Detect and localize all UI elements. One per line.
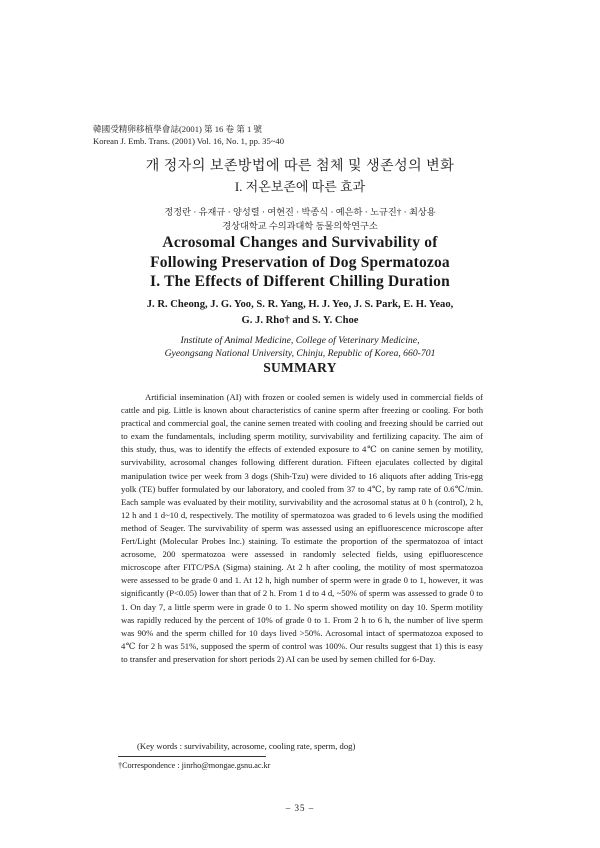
korean-title-block xyxy=(0,157,600,233)
summary-heading: SUMMARY xyxy=(263,360,337,375)
korean-subtitle: I. 저온보존에 따른 효과 xyxy=(234,179,366,194)
korean-affiliation: 경상대학교 수의과대학 동물의학연구소 xyxy=(222,221,378,231)
korean-authors: 정정란 · 유재규 · 양성렬 · 여현진 · 박종식 · 예은하 · 노규진† · 최상용 xyxy=(164,207,436,217)
english-affiliation-line-2: Gyeongsang National University, Chinju, Republic of Korea, 660-701 xyxy=(164,348,436,359)
summary-body: Artificial insemination (AI) with frozen or cooled semen is widely used in commercial fields of cattle and pig. Little is known about characteristics of canine sperm after freezing or cooling. For both practical and commercial goal, the canine semen treated with cooling and freezing should be carried out to exam the fundamentals, including sperm motility, survivability and fertilizing capacity. The aim of this study, thus, was to identify the effects of extended exposure to 4℃ on canine semen by motility, survivability, acrosomal changes following different duration. Fifteen ejaculates collected by digital manipulation twice per week from 3 dogs (Shih-Tzu) were divided to 16 aliquots after adding Tris-egg yolk (TE) buffer formulated by our laboratory, and cooled from 37 to 4℃, by ramp rate of 0.6℃/min. Each sample was evaluated by their motility, survivability and the acrosomal status at 0 h (control), 2 h, 12 h and 1 d~10 d, respectively. The motility of spermatozoa was graded to 6 levels using the modified method of Seager. The survivability of sperm was assessed using an epifluorescence microscope after Fert/Light (Molecular Probes Inc.) staining. To estimate the proportion of the spermatozoa of intact acrosome, 200 spermatozoa were assessed in randomly selected fields, using epifluorescence microscope after FITC/PSA (Sigma) staining. At 2 h after cooling, the motility of most spermatozoa were assessed to be grade 0 and 1. At 12 h, high number of sperm were in grade 0 to 1, however, it was significantly (P<0.05) lower than that of 2 h. From 1 d to 4 d, ~50% of sperm was assessed to grade 0 to 1. On day 7, a little sperm were in grade 0 to 1. No sperm showed motility on day 10. Sperm motility was rapidly reduced by the percent of 10% of grade 0 to 1. From 2 h to 6 h, the number of live sperm was 90% and the sperm chilled for 10 days lived >50%. Acrosomal intact of spermatozoa exposed to 4℃ for 2 h was 51%, supposed the sperm of control was 100%. Our results suggest that 1) this is easy to transfer and preservation for short periods 2) AI can be used by semen chilled for 6-Day. xyxy=(121,392,483,664)
korean-title: 개 정자의 보존방법에 따른 첨체 및 생존성의 변화 xyxy=(145,159,455,174)
english-title-line-2: Following Preservation of Dog Spermatozoa xyxy=(150,253,450,271)
journal-header-english: Korean J. Emb. Trans. (2001) Vol. 16, No. 1, pp. 35~40 xyxy=(93,136,285,146)
english-affiliation-line-1: Institute of Animal Medicine, College of Veterinary Medicine, xyxy=(180,334,420,346)
keywords: (Key words : survivability, acrosome, cooling rate, sperm, dog) xyxy=(137,741,356,751)
english-affiliation xyxy=(0,334,600,361)
footnote-divider xyxy=(118,756,266,757)
english-title-line-1: Acrosomal Changes and Survivability of xyxy=(162,234,438,251)
journal-header-korean: 韓國受精卵移植學會誌(2001) 第 16 卷 第 1 號 xyxy=(93,124,263,134)
english-authors-line-1: J. R. Cheong, J. G. Yoo, S. R. Yang, H. J. Yeo, J. S. Park, E. H. Yeao, xyxy=(146,298,454,310)
english-authors xyxy=(0,297,600,329)
english-title-line-3: I. The Effects of Different Chilling Duration xyxy=(150,273,450,290)
page-number: – 35 – xyxy=(285,803,315,813)
correspondence-footnote: †Correspondence : jinrho@mongae.gsnu.ac.kr xyxy=(118,761,271,770)
journal-header xyxy=(93,123,284,147)
english-title-block xyxy=(0,233,600,361)
english-authors-line-2: G. J. Rho† and S. Y. Choe xyxy=(241,314,359,326)
